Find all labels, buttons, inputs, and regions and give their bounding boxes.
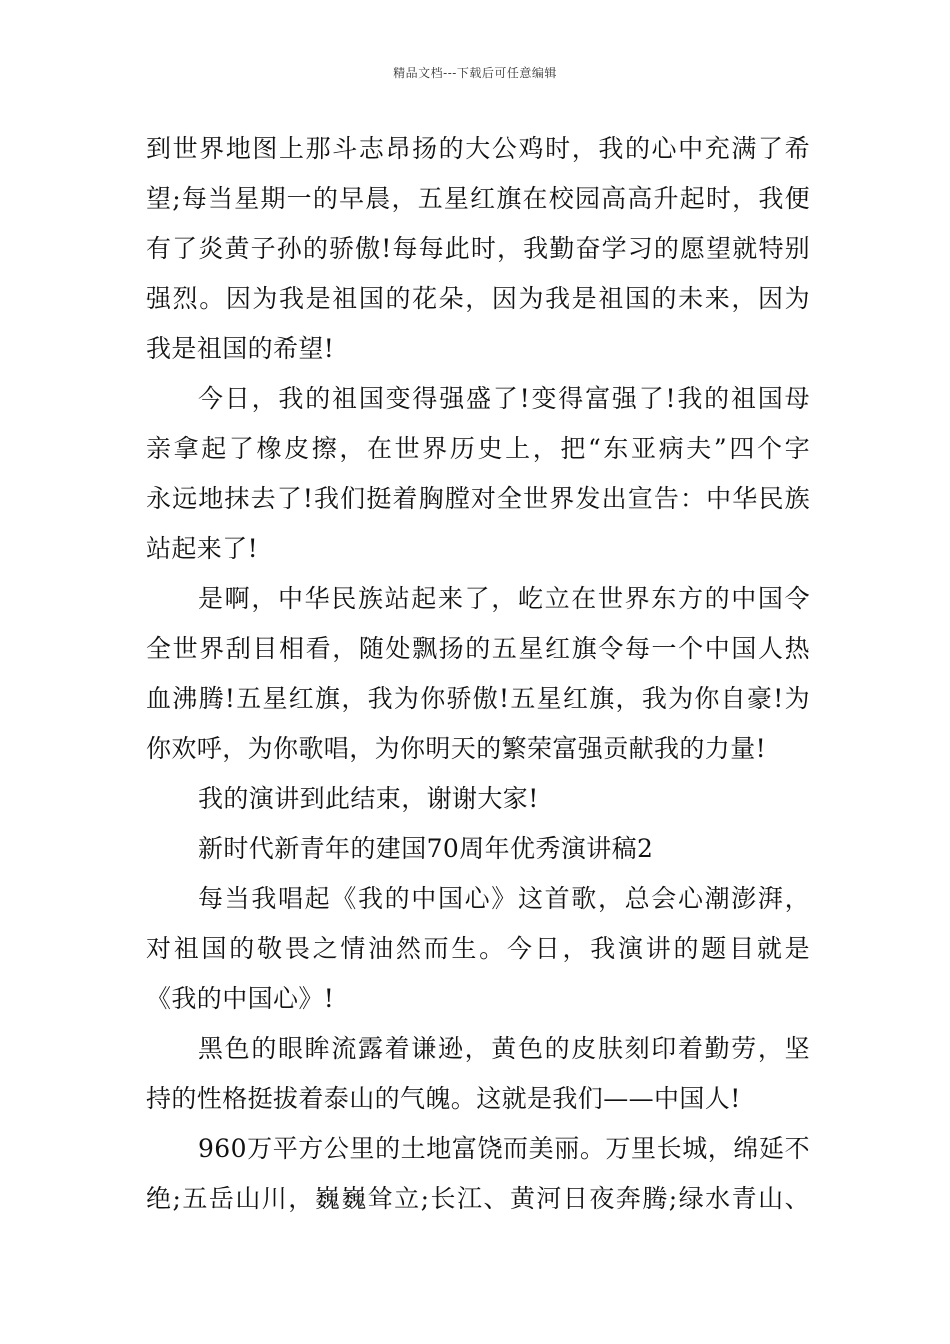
text-line: 我是祖国的希望! [146,334,335,363]
text-line: 永远地抹去了!我们挺着胸膛对全世界发出宣告：中华民族 [146,484,810,513]
text-line: 今日，我的祖国变得强盛了!变得富强了!我的祖国母 [198,384,810,413]
text-line: 亲拿起了橡皮擦，在世界历史上，把“东亚病夫”四个字 [146,434,810,463]
paragraph [146,874,810,1024]
text-line: 绝;五岳山川，巍巍耸立;长江、黄河日夜奔腾;绿水青山、 [146,1184,810,1213]
text-line: 望;每当星期一的早晨，五星红旗在校园高高升起时，我便 [146,184,810,213]
page-header: 精品文档---下载后可任意编辑 [393,66,557,80]
paragraph [146,574,810,774]
section-heading [146,824,810,874]
paragraph [146,774,810,824]
paragraph [146,1124,810,1224]
text-line: 对祖国的敬畏之情油然而生。今日，我演讲的题目就是 [146,934,810,963]
document-body [146,124,810,1224]
text-line: 全世界刮目相看，随处飘扬的五星红旗令每一个中国人热 [146,634,810,663]
text-line: 是啊，中华民族站起来了，屹立在世界东方的中国令 [198,584,810,613]
text-line: 你欢呼，为你歌唱，为你明天的繁荣富强贡献我的力量! [146,734,767,763]
text-line: 强烈。因为我是祖国的花朵，因为我是祖国的未来，因为 [146,284,810,313]
text-line: 960万平方公里的土地富饶而美丽。万里长城，绵延不 [198,1134,810,1163]
text-line: 站起来了! [146,534,259,563]
text-line: 持的性格挺拔着泰山的气魄。这就是我们——中国人! [146,1084,741,1113]
paragraph-continuation [146,124,810,374]
text-line: 到世界地图上那斗志昂扬的大公鸡时，我的心中充满了希 [146,134,810,163]
text-line: 我的演讲到此结束，谢谢大家! [198,784,539,813]
text-line: 《我的中国心》! [146,984,335,1013]
paragraph [146,1024,810,1124]
text-line: 有了炎黄子孙的骄傲!每每此时，我勤奋学习的愿望就特别 [146,234,810,263]
text-line: 黑色的眼眸流露着谦逊，黄色的皮肤刻印着勤劳，坚 [198,1034,810,1063]
text-line: 血沸腾!五星红旗，我为你骄傲!五星红旗，我为你自豪!为 [146,684,810,713]
heading-text: 新时代新青年的建国70周年优秀演讲稿2 [198,834,654,863]
paragraph [146,374,810,574]
text-line: 每当我唱起《我的中国心》这首歌，总会心潮澎湃， [198,884,810,913]
